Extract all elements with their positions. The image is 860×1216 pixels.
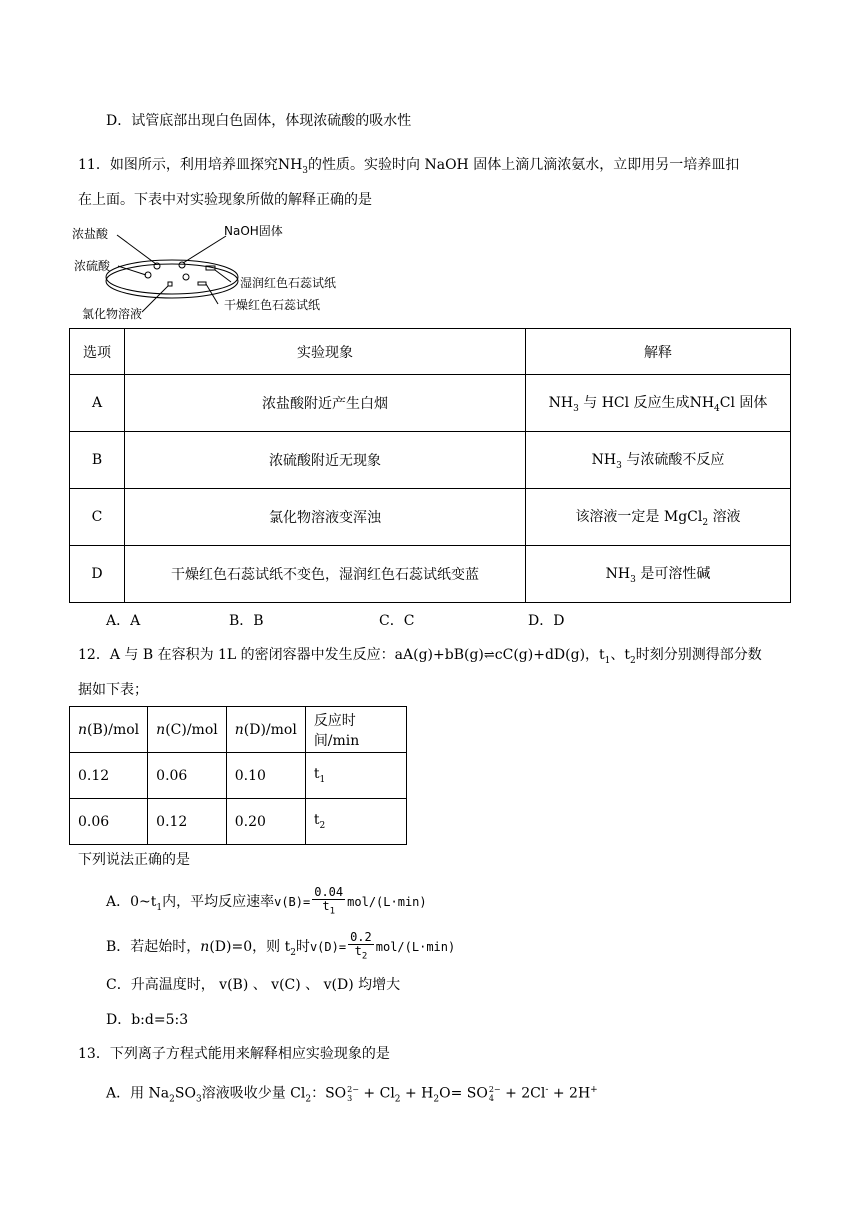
- q11-choice-d: D．D: [528, 613, 565, 629]
- cell-nc: 0.12: [148, 799, 227, 845]
- table-row: [70, 489, 791, 546]
- equilibrium-arrow-icon: ⇌: [483, 648, 495, 663]
- q12-option-b: B．若起始时，n(D)=0，则 $t_2$时v(D)= $\frac{0.2}{t_2}$ mol/(L·min): [106, 930, 456, 962]
- row-phenomenon: 浓盐酸附近产生白烟: [125, 375, 526, 432]
- cell-nb: 0.12: [70, 753, 148, 799]
- header-nb: n(B)/mol: [70, 707, 148, 753]
- row-explanation: $NH_3$ 是可溶性碱: [526, 546, 791, 603]
- q12-option-c: C．升高温度时， v(B) 、 v(C) 、 v(D) 均增大: [106, 977, 401, 993]
- q11-choice-b: B．B: [229, 613, 264, 629]
- q11-stem-line1: 11．如图所示，利用培养皿探究$NH_3$的性质。实验时向 NaOH 固体上滴几滴浓氨水，立即用另一培养皿扣: [78, 157, 740, 176]
- row-option: D: [70, 546, 125, 603]
- table-row: [70, 546, 791, 603]
- cell-nb: 0.06: [70, 799, 148, 845]
- cell-nd: 0.20: [226, 799, 305, 845]
- header-option: 选项: [70, 329, 125, 375]
- header-nc: n(C)/mol: [148, 707, 227, 753]
- label-conc-h2so4: 浓硫酸: [74, 259, 111, 273]
- q11-choice-c: C．C: [379, 613, 415, 629]
- table-header-row: [70, 707, 407, 753]
- cell-time: $t_2$: [305, 799, 406, 845]
- fraction: $\frac{0.2}{t_2}$: [350, 930, 372, 962]
- row-explanation: 该溶液一定是 MgCl$_2$ 溶液: [526, 489, 791, 546]
- q12-after-table: 下列说法正确的是: [78, 852, 190, 868]
- q12-stem-line1: 12．A 与 B 在容积为 1L 的密闭容器中发生反应：aA(g)+bB(g)⇌cC(g)+dD(g)，$t_1$、$t_2$时刻分别测得部分数: [78, 647, 762, 666]
- header-time: 反应时间/min: [305, 707, 406, 753]
- q13-option-a: A．用 $Na_2SO_3$溶液吸收少量 $Cl_2$：SO 2− 3 + $Cl_2 + H_2O=$ SO 2− 4 + 2Cl- + 2H+: [106, 1084, 598, 1105]
- row-explanation: $NH_3$ 与 HCl 反应生成$NH_4Cl$ 固体: [526, 375, 791, 432]
- row-explanation: $NH_3$ 与浓硫酸不反应: [526, 432, 791, 489]
- q12-option-a: A．$0\sim t_1$内，平均反应速率v(B)= $\frac{0.04}{t_1}$ mol/(L·min): [106, 885, 427, 917]
- cell-nc: 0.06: [148, 753, 227, 799]
- q11-choice-a: A．A: [106, 613, 141, 629]
- row-option: A: [70, 375, 125, 432]
- table-row: [70, 753, 407, 799]
- table-row: [70, 799, 407, 845]
- cell-time: $t_1$: [305, 753, 406, 799]
- q13-stem: 13．下列离子方程式能用来解释相应实验现象的是: [78, 1046, 390, 1062]
- row-option: B: [70, 432, 125, 489]
- q12-option-d: D．b:d=5:3: [106, 1012, 189, 1028]
- label-dry-litmus: 干燥红色石蕊试纸: [224, 298, 321, 312]
- header-nd: n(D)/mol: [226, 707, 305, 753]
- q11-table: [69, 328, 791, 603]
- q11-stem-line2: 在上面。下表中对实验现象所做的解释正确的是: [78, 192, 372, 208]
- label-chloride-solution: 氯化物溶液: [82, 307, 143, 321]
- label-conc-hcl: 浓盐酸: [72, 227, 109, 241]
- row-phenomenon: 干燥红色石蕊试纸不变色，湿润红色石蕊试纸变蓝: [125, 546, 526, 603]
- label-wet-litmus: 湿润红色石蕊试纸: [240, 276, 337, 290]
- petri-dish-figure: [68, 220, 368, 330]
- fraction: $\frac{0.04}{t_1}$: [314, 885, 344, 917]
- table-header-row: [70, 329, 791, 375]
- table-row: [70, 432, 791, 489]
- row-phenomenon: 浓硫酸附近无现象: [125, 432, 526, 489]
- row-option: C: [70, 489, 125, 546]
- table-row: [70, 375, 791, 432]
- q10-option-d: D．试管底部出现白色固体，体现浓硫酸的吸水性: [106, 113, 412, 129]
- label-naoh-solid: NaOH固体: [224, 224, 283, 238]
- row-phenomenon: 氯化物溶液变浑浊: [125, 489, 526, 546]
- header-phenomenon: 实验现象: [125, 329, 526, 375]
- header-explanation: 解释: [526, 329, 791, 375]
- q12-table: [69, 706, 407, 845]
- q12-stem-line2: 据如下表；: [78, 682, 148, 698]
- cell-nd: 0.10: [226, 753, 305, 799]
